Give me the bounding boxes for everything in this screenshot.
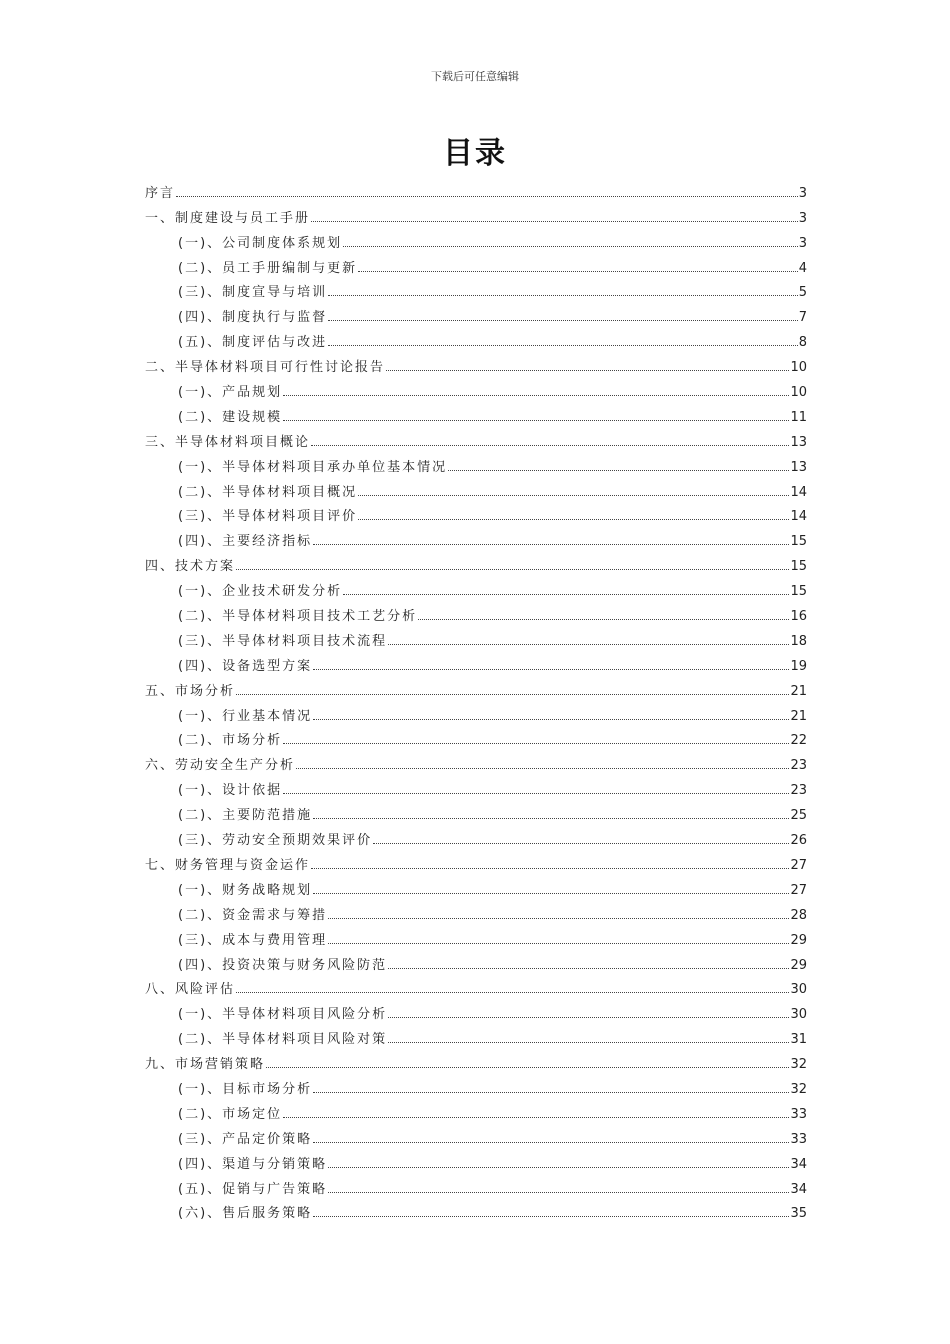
toc-entry-page-number: 23 <box>790 758 807 774</box>
toc-dot-leader <box>313 893 789 894</box>
toc-entry-page-number: 18 <box>790 633 807 649</box>
header-note: 下载后可任意编辑 <box>431 70 519 83</box>
toc-dot-leader <box>328 1167 789 1168</box>
toc-entry[interactable] <box>145 1047 807 1072</box>
toc-entry-label: (一)、产品规划 <box>178 385 283 401</box>
toc-entry-label: 九、市场营销策略 <box>145 1057 266 1073</box>
toc-entry[interactable] <box>145 1172 807 1197</box>
toc-entry[interactable] <box>145 350 807 375</box>
toc-entry[interactable] <box>145 873 807 898</box>
toc-entry[interactable] <box>145 325 807 350</box>
toc-dot-leader <box>328 345 798 346</box>
toc-entry-label: (四)、制度执行与监督 <box>178 310 328 326</box>
toc-entry-page-number: 11 <box>790 409 807 425</box>
toc-entry-page-number: 33 <box>790 1106 807 1122</box>
toc-dot-leader <box>236 569 789 570</box>
toc-dot-leader <box>388 968 789 969</box>
toc-entry-label: (四)、投资决策与财务风险防范 <box>178 957 388 973</box>
toc-entry-label: 八、风险评估 <box>145 982 236 998</box>
toc-dot-leader <box>328 1192 789 1193</box>
toc-entry-label: (二)、半导体材料项目风险对策 <box>178 1032 388 1048</box>
toc-entry[interactable] <box>145 475 807 500</box>
toc-dot-leader <box>311 868 789 869</box>
toc-entry-label: (一)、目标市场分析 <box>178 1081 313 1097</box>
toc-entry[interactable] <box>145 276 807 301</box>
toc-dot-leader <box>313 818 789 819</box>
toc-dot-leader <box>313 544 789 545</box>
toc-entry-page-number: 23 <box>790 783 807 799</box>
toc-entry-label: 序言 <box>145 185 176 201</box>
toc-entry[interactable] <box>145 948 807 973</box>
toc-entry-page-number: 5 <box>798 285 807 301</box>
toc-entry-page-number: 33 <box>790 1131 807 1147</box>
toc-entry-page-number: 30 <box>790 1007 807 1023</box>
toc-entry-page-number: 3 <box>798 185 807 201</box>
toc-entry-page-number: 14 <box>790 509 807 525</box>
toc-dot-leader <box>328 295 798 296</box>
toc-dot-leader <box>283 395 789 396</box>
toc-dot-leader <box>176 196 798 197</box>
toc-dot-leader <box>388 1042 789 1043</box>
toc-entry[interactable] <box>145 1122 807 1147</box>
toc-entry-page-number: 10 <box>790 360 807 376</box>
toc-entry-page-number: 14 <box>790 484 807 500</box>
toc-entry[interactable] <box>145 574 807 599</box>
toc-entry-label: (四)、设备选型方案 <box>178 658 313 674</box>
toc-dot-leader <box>266 1067 789 1068</box>
toc-entry-page-number: 32 <box>790 1057 807 1073</box>
toc-entry[interactable] <box>145 798 807 823</box>
toc-entry-page-number: 13 <box>790 434 807 450</box>
toc-entry-label: (三)、半导体材料项目评价 <box>178 509 358 525</box>
toc-entry-label: (六)、售后服务策略 <box>178 1206 313 1222</box>
toc-entry-page-number: 21 <box>790 683 807 699</box>
toc-entry[interactable] <box>145 973 807 998</box>
toc-entry-page-number: 35 <box>790 1206 807 1222</box>
toc-entry-page-number: 19 <box>790 658 807 674</box>
toc-entry[interactable] <box>145 226 807 251</box>
toc-entry[interactable] <box>145 649 807 674</box>
toc-entry-page-number: 4 <box>798 260 807 276</box>
toc-entry-label: (一)、半导体材料项目风险分析 <box>178 1007 388 1023</box>
toc-entry-page-number: 10 <box>790 385 807 401</box>
toc-dot-leader <box>373 843 789 844</box>
toc-entry-label: (五)、制度评估与改进 <box>178 335 328 351</box>
toc-dot-leader <box>343 246 798 247</box>
toc-dot-leader <box>313 1216 789 1217</box>
toc-dot-leader <box>296 768 789 769</box>
toc-dot-leader <box>283 1117 789 1118</box>
toc-entry-page-number: 15 <box>790 534 807 550</box>
toc-entry[interactable] <box>145 724 807 749</box>
toc-entry-page-number: 7 <box>798 310 807 326</box>
toc-entry-label: (三)、半导体材料项目技术流程 <box>178 633 388 649</box>
toc-entry-page-number: 28 <box>790 907 807 923</box>
toc-entry-page-number: 27 <box>790 882 807 898</box>
toc-entry-page-number: 8 <box>798 335 807 351</box>
toc-entry[interactable] <box>145 549 807 574</box>
toc-entry-page-number: 30 <box>790 982 807 998</box>
toc-entry-label: (二)、资金需求与筹措 <box>178 907 328 923</box>
toc-entry[interactable] <box>145 599 807 624</box>
toc-entry-label: 七、财务管理与资金运作 <box>145 857 311 873</box>
toc-dot-leader <box>283 793 789 794</box>
toc-entry[interactable] <box>145 375 807 400</box>
toc-entry-page-number: 29 <box>790 957 807 973</box>
toc-dot-leader <box>313 1142 789 1143</box>
toc-dot-leader <box>236 992 789 993</box>
toc-entry-label: (五)、促销与广告策略 <box>178 1181 328 1197</box>
toc-entry-page-number: 31 <box>790 1032 807 1048</box>
toc-dot-leader <box>311 445 789 446</box>
toc-entry[interactable] <box>145 624 807 649</box>
toc-dot-leader <box>313 1092 789 1093</box>
toc-entry[interactable] <box>145 997 807 1022</box>
toc-entry-label: (四)、主要经济指标 <box>178 534 313 550</box>
toc-dot-leader <box>236 694 789 695</box>
toc-entry[interactable] <box>145 773 807 798</box>
toc-entry[interactable] <box>145 400 807 425</box>
toc-entry-page-number: 3 <box>798 210 807 226</box>
toc-entry-page-number: 27 <box>790 857 807 873</box>
toc-entry-page-number: 13 <box>790 459 807 475</box>
toc-dot-leader <box>418 619 789 620</box>
toc-entry-page-number: 29 <box>790 932 807 948</box>
toc-entry-label: (三)、制度宣导与培训 <box>178 285 328 301</box>
toc-entry-page-number: 22 <box>790 733 807 749</box>
toc-entry-label: 二、半导体材料项目可行性讨论报告 <box>145 360 386 376</box>
toc-entry-label: 六、劳动安全生产分析 <box>145 758 296 774</box>
toc-entry[interactable] <box>145 201 807 226</box>
toc-entry-label: (三)、劳动安全预期效果评价 <box>178 833 373 849</box>
toc-entry-page-number: 32 <box>790 1081 807 1097</box>
toc-dot-leader <box>448 470 789 471</box>
toc-entry-label: 一、制度建设与员工手册 <box>145 210 311 226</box>
toc-entry[interactable] <box>145 699 807 724</box>
toc-entry[interactable] <box>145 1022 807 1047</box>
toc-dot-leader <box>358 495 789 496</box>
toc-entry-label: (一)、公司制度体系规划 <box>178 235 343 251</box>
toc-entry-label: (一)、设计依据 <box>178 783 283 799</box>
toc-entry[interactable] <box>145 1197 807 1222</box>
toc-dot-leader <box>313 669 789 670</box>
toc-entry[interactable] <box>145 1147 807 1172</box>
toc-entry[interactable] <box>145 748 807 773</box>
toc-entry-page-number: 21 <box>790 708 807 724</box>
page-title: 目录 <box>443 136 507 171</box>
toc-entry-label: (一)、企业技术研发分析 <box>178 584 343 600</box>
toc-entry-label: (一)、半导体材料项目承办单位基本情况 <box>178 459 448 475</box>
toc-entry[interactable] <box>145 1097 807 1122</box>
toc-entry-page-number: 26 <box>790 833 807 849</box>
toc-dot-leader <box>313 719 789 720</box>
toc-entry-label: (二)、市场定位 <box>178 1106 283 1122</box>
toc-entry-label: 五、市场分析 <box>145 683 236 699</box>
toc-entry[interactable] <box>145 524 807 549</box>
toc-entry[interactable] <box>145 450 807 475</box>
toc-entry-page-number: 15 <box>790 559 807 575</box>
toc-entry[interactable] <box>145 923 807 948</box>
toc-entry-label: (一)、财务战略规划 <box>178 882 313 898</box>
toc-dot-leader <box>311 221 798 222</box>
toc-entry[interactable] <box>145 176 807 201</box>
toc-entry[interactable] <box>145 300 807 325</box>
toc-entry[interactable] <box>145 251 807 276</box>
toc-entry-page-number: 3 <box>798 235 807 251</box>
toc-entry[interactable] <box>145 898 807 923</box>
toc-entry-label: (二)、半导体材料项目概况 <box>178 484 358 500</box>
toc-dot-leader <box>283 420 789 421</box>
toc-entry-label: (二)、市场分析 <box>178 733 283 749</box>
toc-entry-page-number: 34 <box>790 1181 807 1197</box>
toc-dot-leader <box>358 271 798 272</box>
toc-dot-leader <box>388 1017 789 1018</box>
toc-entry-label: (二)、员工手册编制与更新 <box>178 260 358 276</box>
toc-entry[interactable] <box>145 1072 807 1097</box>
toc-entry-page-number: 15 <box>790 584 807 600</box>
toc-entry-label: (三)、产品定价策略 <box>178 1131 313 1147</box>
toc-dot-leader <box>283 743 789 744</box>
toc-dot-leader <box>343 594 789 595</box>
toc-entry-label: (一)、行业基本情况 <box>178 708 313 724</box>
toc-entry[interactable] <box>145 823 807 848</box>
toc-entry[interactable] <box>145 848 807 873</box>
toc-dot-leader <box>358 519 789 520</box>
toc-entry-label: (二)、半导体材料项目技术工艺分析 <box>178 609 418 625</box>
toc-dot-leader <box>328 320 798 321</box>
toc-dot-leader <box>328 918 789 919</box>
toc-entry-label: 四、技术方案 <box>145 559 236 575</box>
toc-entry-label: (二)、主要防范措施 <box>178 808 313 824</box>
toc-entry-page-number: 34 <box>790 1156 807 1172</box>
toc-entry-page-number: 25 <box>790 808 807 824</box>
toc-entry-label: (二)、建设规模 <box>178 409 283 425</box>
table-of-contents <box>145 176 807 1221</box>
toc-entry-label: (四)、渠道与分销策略 <box>178 1156 328 1172</box>
toc-entry[interactable] <box>145 425 807 450</box>
toc-entry-page-number: 16 <box>790 609 807 625</box>
toc-entry[interactable] <box>145 674 807 699</box>
toc-entry[interactable] <box>145 500 807 525</box>
toc-dot-leader <box>328 943 789 944</box>
toc-entry-label: 三、半导体材料项目概论 <box>145 434 311 450</box>
toc-dot-leader <box>388 644 789 645</box>
toc-dot-leader <box>386 370 789 371</box>
toc-entry-label: (三)、成本与费用管理 <box>178 932 328 948</box>
